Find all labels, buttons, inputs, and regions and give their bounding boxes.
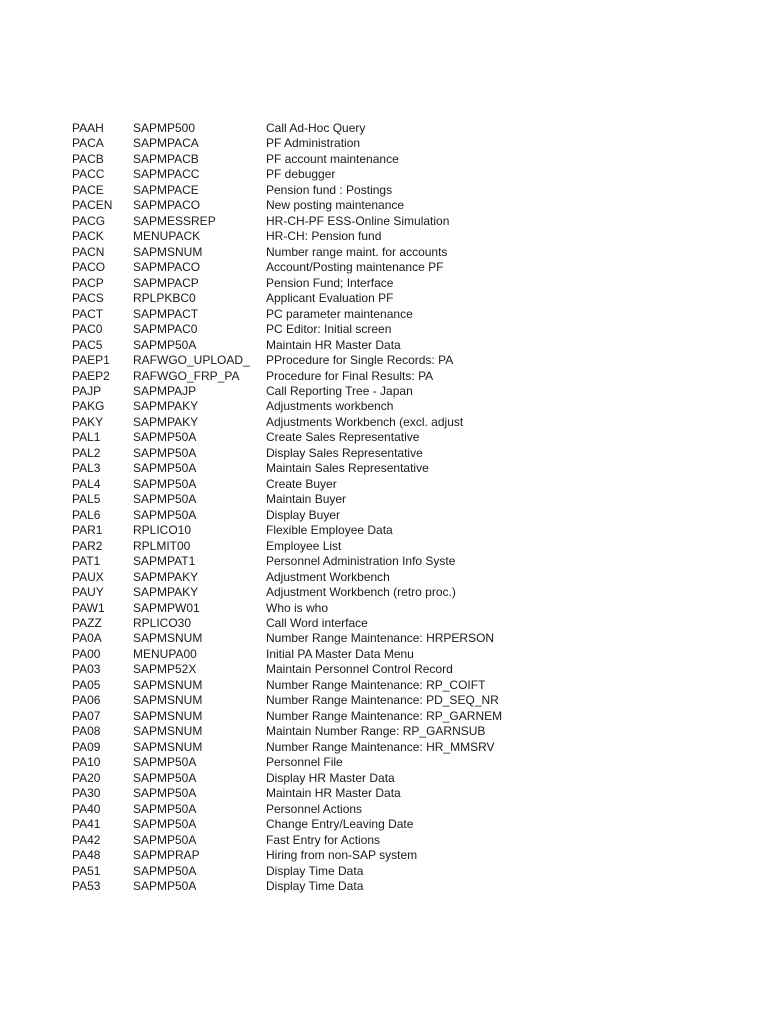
- description-cell: PF account maintenance: [266, 151, 399, 166]
- table-row: [72, 601, 566, 616]
- program-name-cell: RAFWGO_UPLOAD_: [133, 353, 250, 368]
- program-name-cell: SAPMPAJP: [133, 383, 197, 398]
- table-row: [72, 647, 566, 662]
- program-name-cell: SAPMP50A: [133, 430, 197, 445]
- description-cell: Create Sales Representative: [266, 430, 420, 445]
- description-cell: Maintain Buyer: [266, 492, 347, 507]
- description-cell: Adjustments Workbench (excl. adjust: [266, 414, 464, 429]
- transaction-code-cell: PA20: [72, 770, 101, 785]
- description-cell: Pension Fund; Interface: [266, 275, 394, 290]
- transaction-code-cell: PAR1: [72, 523, 103, 538]
- transaction-code-table-body: [72, 121, 566, 894]
- program-name-cell: SAPMPACA: [133, 136, 199, 151]
- program-name-cell: MENUPA00: [133, 646, 197, 661]
- transaction-code-cell: PA08: [72, 724, 101, 739]
- description-cell: Call Ad-Hoc Query: [266, 121, 366, 135]
- program-name-cell: SAPMPAKY: [133, 414, 199, 429]
- table-row: [72, 322, 566, 337]
- table-row: [72, 539, 566, 554]
- table-row: [72, 136, 566, 151]
- description-cell: Fast Entry for Actions: [266, 832, 381, 847]
- description-cell: Display HR Master Data: [266, 770, 395, 785]
- program-name-cell: SAPMSNUM: [133, 631, 203, 646]
- description-cell: Number Range Maintenance: HR_MMSRV: [266, 739, 495, 754]
- transaction-code-cell: PAKY: [72, 414, 104, 429]
- table-row: [72, 291, 566, 306]
- table-row: [72, 214, 566, 229]
- transaction-code-cell: PA07: [72, 708, 101, 723]
- program-name-cell: SAPMSNUM: [133, 693, 203, 708]
- transaction-code-cell: PAL1: [72, 430, 101, 445]
- table-row: [72, 121, 566, 136]
- description-cell: Maintain Sales Representative: [266, 461, 429, 476]
- transaction-code-cell: PAEP2: [72, 368, 110, 383]
- table-row: [72, 740, 566, 755]
- description-cell: HR-CH-PF ESS-Online Simulation: [266, 213, 450, 228]
- transaction-code-cell: PA40: [72, 801, 101, 816]
- description-cell: Personnel File: [266, 755, 343, 770]
- transaction-code-cell: PA09: [72, 739, 101, 754]
- transaction-code-cell: PACK: [72, 229, 104, 244]
- program-name-cell: SAPMP50A: [133, 445, 197, 460]
- program-name-cell: SAPMSNUM: [133, 708, 203, 723]
- transaction-code-cell: PAW1: [72, 600, 105, 615]
- transaction-code-cell: PACS: [72, 291, 104, 306]
- description-cell: Personnel Actions: [266, 801, 363, 816]
- description-cell: Number Range Maintenance: RP_GARNEM: [266, 708, 503, 723]
- transaction-code-cell: PAKG: [72, 399, 105, 414]
- table-row: [72, 864, 566, 879]
- transaction-code-cell: PACP: [72, 275, 104, 290]
- description-cell: Change Entry/Leaving Date: [266, 817, 414, 832]
- program-name-cell: RAFWGO_FRP_PA: [133, 368, 240, 383]
- program-name-cell: SAPMP50A: [133, 801, 197, 816]
- table-row: [72, 399, 566, 414]
- description-cell: Pension fund : Postings: [266, 182, 393, 197]
- transaction-code-cell: PAJP: [72, 383, 102, 398]
- program-name-cell: SAPMP50A: [133, 461, 197, 476]
- description-cell: PProcedure for Single Records: PA: [266, 353, 454, 368]
- description-cell: PF Administration: [266, 136, 361, 151]
- table-row: [72, 879, 566, 894]
- program-name-cell: SAPMP50A: [133, 507, 197, 522]
- table-row: [72, 678, 566, 693]
- program-name-cell: RPLPKBC0: [133, 291, 196, 306]
- program-name-cell: SAPMPACB: [133, 151, 199, 166]
- table-row: [72, 631, 566, 646]
- table-row: [72, 167, 566, 182]
- table-row: [72, 384, 566, 399]
- program-name-cell: SAPMSNUM: [133, 724, 203, 739]
- program-name-cell: RPLICO30: [133, 616, 192, 630]
- description-cell: Employee List: [266, 538, 342, 553]
- program-name-cell: SAPMP50A: [133, 337, 197, 352]
- transaction-code-cell: PA10: [72, 755, 101, 770]
- description-cell: Number Range Maintenance: HRPERSON: [266, 631, 495, 646]
- program-name-cell: SAPMP50A: [133, 770, 197, 785]
- transaction-code-table: [72, 121, 566, 894]
- program-name-cell: SAPMPACC: [133, 167, 200, 182]
- program-name-cell: SAPMPACO: [133, 198, 201, 213]
- transaction-code-cell: PAC0: [72, 322, 103, 337]
- table-row: [72, 198, 566, 213]
- program-name-cell: SAPMPACP: [133, 275, 199, 290]
- transaction-code-cell: PAL5: [72, 492, 101, 507]
- description-cell: Create Buyer: [266, 476, 337, 491]
- table-row: [72, 523, 566, 538]
- table-row: [72, 786, 566, 801]
- table-row: [72, 477, 566, 492]
- program-name-cell: SAPMPACT: [133, 306, 199, 321]
- description-cell: Adjustment Workbench: [266, 569, 390, 584]
- program-name-cell: SAPMPACE: [133, 182, 199, 197]
- table-row: [72, 461, 566, 476]
- transaction-code-cell: PACEN: [72, 198, 113, 213]
- table-row: [72, 353, 566, 368]
- program-name-cell: SAPMP50A: [133, 878, 197, 893]
- description-cell: Adjustment Workbench (retro proc.): [266, 585, 456, 600]
- transaction-code-cell: PA00: [72, 646, 101, 661]
- transaction-code-cell: PAC5: [72, 337, 103, 352]
- description-cell: Display Time Data: [266, 878, 364, 893]
- table-row: [72, 260, 566, 275]
- table-row: [72, 307, 566, 322]
- program-name-cell: SAPMP50A: [133, 863, 197, 878]
- program-name-cell: SAPMPW01: [133, 600, 200, 615]
- transaction-code-cell: PAR2: [72, 538, 103, 553]
- table-row: [72, 338, 566, 353]
- program-name-cell: SAPMPRAP: [133, 848, 200, 863]
- program-name-cell: SAPMP50A: [133, 476, 197, 491]
- description-cell: Adjustments workbench: [266, 399, 394, 414]
- description-cell: Maintain Number Range: RP_GARNSUB: [266, 724, 486, 739]
- transaction-code-cell: PAL4: [72, 476, 101, 491]
- description-cell: Personnel Administration Info Syste: [266, 554, 456, 569]
- description-cell: Applicant Evaluation PF: [266, 291, 394, 306]
- program-name-cell: SAPMP52X: [133, 662, 197, 677]
- table-row: [72, 245, 566, 260]
- program-name-cell: SAPMPAKY: [133, 399, 199, 414]
- program-name-cell: SAPMSNUM: [133, 739, 203, 754]
- table-row: [72, 817, 566, 832]
- table-row: [72, 276, 566, 291]
- description-cell: HR-CH: Pension fund: [266, 229, 382, 244]
- description-cell: Maintain HR Master Data: [266, 337, 401, 352]
- transaction-code-cell: PAL2: [72, 445, 101, 460]
- program-name-cell: SAPMP50A: [133, 817, 197, 832]
- program-name-cell: SAPMP500: [133, 121, 196, 135]
- transaction-code-cell: PA05: [72, 677, 101, 692]
- description-cell: Initial PA Master Data Menu: [266, 646, 414, 661]
- description-cell: Flexible Employee Data: [266, 523, 393, 538]
- program-name-cell: SAPMPAT1: [133, 554, 196, 569]
- transaction-code-cell: PACA: [72, 136, 104, 151]
- program-name-cell: RPLMIT00: [133, 538, 191, 553]
- transaction-code-cell: PA53: [72, 878, 101, 893]
- table-row: [72, 229, 566, 244]
- table-row: [72, 616, 566, 631]
- description-cell: Number range maint. for accounts: [266, 244, 448, 259]
- description-cell: Maintain HR Master Data: [266, 786, 401, 801]
- table-row: [72, 415, 566, 430]
- description-cell: Call Reporting Tree - Japan: [266, 383, 413, 398]
- description-cell: Account/Posting maintenance PF: [266, 260, 444, 275]
- description-cell: Display Time Data: [266, 863, 364, 878]
- table-row: [72, 554, 566, 569]
- transaction-code-cell: PA42: [72, 832, 101, 847]
- program-name-cell: SAPMP50A: [133, 786, 197, 801]
- program-name-cell: SAPMPAC0: [133, 322, 198, 337]
- description-cell: Display Buyer: [266, 507, 341, 522]
- transaction-code-cell: PAUY: [72, 585, 104, 600]
- table-row: [72, 662, 566, 677]
- description-cell: Number Range Maintenance: RP_COIFT: [266, 677, 486, 692]
- transaction-code-cell: PA03: [72, 662, 101, 677]
- transaction-code-cell: PAAH: [72, 121, 104, 135]
- table-row: [72, 833, 566, 848]
- transaction-code-cell: PA48: [72, 848, 101, 863]
- program-name-cell: SAPMESSREP: [133, 213, 216, 228]
- description-cell: Call Word interface: [266, 616, 368, 630]
- program-name-cell: SAPMP50A: [133, 755, 197, 770]
- description-cell: PC parameter maintenance: [266, 306, 413, 321]
- description-cell: PC Editor: Initial screen: [266, 322, 392, 337]
- table-row: [72, 508, 566, 523]
- transaction-code-cell: PACT: [72, 306, 104, 321]
- transaction-code-cell: PA06: [72, 693, 101, 708]
- table-row: [72, 369, 566, 384]
- description-cell: Who is who: [266, 600, 329, 615]
- program-name-cell: SAPMPAKY: [133, 569, 199, 584]
- transaction-code-cell: PA30: [72, 786, 101, 801]
- program-name-cell: SAPMP50A: [133, 492, 197, 507]
- transaction-code-cell: PAZZ: [72, 616, 102, 630]
- description-cell: Procedure for Final Results: PA: [266, 368, 434, 383]
- transaction-code-cell: PACN: [72, 244, 105, 259]
- table-row: [72, 570, 566, 585]
- table-row: [72, 430, 566, 445]
- table-row: [72, 585, 566, 600]
- transaction-code-cell: PACE: [72, 182, 104, 197]
- description-cell: New posting maintenance: [266, 198, 405, 213]
- description-cell: PF debugger: [266, 167, 336, 182]
- transaction-code-cell: PA51: [72, 863, 101, 878]
- program-name-cell: SAPMSNUM: [133, 677, 203, 692]
- program-name-cell: MENUPACK: [133, 229, 201, 244]
- table-row: [72, 709, 566, 724]
- transaction-code-cell: PACC: [72, 167, 105, 182]
- table-row: [72, 724, 566, 739]
- transaction-code-cell: PAL3: [72, 461, 101, 476]
- table-row: [72, 492, 566, 507]
- description-cell: Hiring from non-SAP system: [266, 848, 418, 863]
- table-row: [72, 152, 566, 167]
- program-name-cell: SAPMPAKY: [133, 585, 199, 600]
- transaction-code-cell: PA41: [72, 817, 101, 832]
- transaction-code-cell: PACB: [72, 151, 104, 166]
- program-name-cell: SAPMPACO: [133, 260, 201, 275]
- program-name-cell: SAPMSNUM: [133, 244, 203, 259]
- table-row: [72, 848, 566, 863]
- table-row: [72, 802, 566, 817]
- description-cell: Maintain Personnel Control Record: [266, 662, 453, 677]
- table-row: [72, 755, 566, 770]
- table-row: [72, 693, 566, 708]
- program-name-cell: RPLICO10: [133, 523, 192, 538]
- transaction-code-cell: PAEP1: [72, 353, 110, 368]
- description-cell: Display Sales Representative: [266, 445, 423, 460]
- table-row: [72, 771, 566, 786]
- transaction-code-cell: PACO: [72, 260, 106, 275]
- transaction-code-cell: PAT1: [72, 554, 101, 569]
- transaction-code-cell: PAL6: [72, 507, 101, 522]
- table-row: [72, 183, 566, 198]
- transaction-code-cell: PACG: [72, 213, 106, 228]
- program-name-cell: SAPMP50A: [133, 832, 197, 847]
- description-cell: Number Range Maintenance: PD_SEQ_NR: [266, 693, 499, 708]
- transaction-code-cell: PAUX: [72, 569, 104, 584]
- transaction-code-cell: PA0A: [72, 631, 102, 646]
- table-row: [72, 446, 566, 461]
